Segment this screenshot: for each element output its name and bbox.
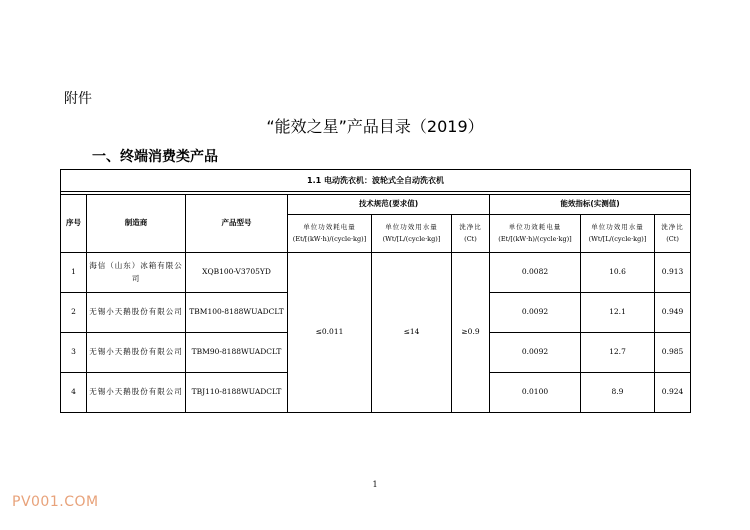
header-spec: 技术规范(要求值) [288, 195, 490, 215]
row-energy: 0.0092 [490, 293, 581, 333]
measured-clean-unit: (Ct) [666, 234, 679, 243]
row-no: 1 [61, 253, 87, 293]
measured-water-unit: (Wt/[L/(cycle·kg)] [588, 234, 647, 243]
measured-clean-label: 洗净比 [661, 223, 684, 232]
document-title: “能效之星”产品目录（2019） [266, 117, 484, 136]
row-water: 8.9 [581, 373, 655, 413]
row-maker: 无锡小天鹅股份有限公司 [87, 373, 186, 413]
row-energy: 0.0100 [490, 373, 581, 413]
subheader-spec-energy [288, 215, 372, 253]
row-model: TBM100-8188WUADCLT [186, 293, 288, 333]
row-energy: 0.0092 [490, 333, 581, 373]
row-clean: 0.985 [655, 333, 691, 373]
row-water: 12.7 [581, 333, 655, 373]
header-maker: 制造商 [87, 195, 186, 253]
spec-energy-value: ≤0.011 [288, 253, 372, 413]
row-model: XQB100-V3705YD [186, 253, 288, 293]
subheader-measured-energy [490, 215, 581, 253]
row-no: 2 [61, 293, 87, 333]
spec-clean-value: ≥0.9 [452, 253, 490, 413]
subheader-measured-water [581, 215, 655, 253]
row-clean: 0.913 [655, 253, 691, 293]
spec-water-label: 单位功效用水量 [385, 223, 438, 232]
spec-energy-label: 单位功效耗电量 [303, 223, 356, 232]
table-caption: 1.1 电动洗衣机：波轮式全自动洗衣机 [61, 170, 691, 192]
row-energy: 0.0082 [490, 253, 581, 293]
table-row [61, 253, 691, 293]
row-clean: 0.949 [655, 293, 691, 333]
measured-water-label: 单位功效用水量 [591, 223, 644, 232]
measured-energy-label: 单位功效耗电量 [508, 223, 562, 232]
row-maker: 无锡小天鹅股份有限公司 [87, 293, 186, 333]
row-model: TBM90-8188WUADCLT [186, 333, 288, 373]
row-no: 4 [61, 373, 87, 413]
subheader-spec-clean [452, 215, 490, 253]
row-water: 10.6 [581, 253, 655, 293]
row-maker: 无锡小天鹅股份有限公司 [87, 333, 186, 373]
header-measured: 能效指标(实测值) [490, 195, 691, 215]
watermark: PV001.COM [12, 494, 99, 510]
spec-clean-unit: (Ct) [464, 234, 477, 243]
spec-water-value: ≤14 [372, 253, 452, 413]
section-heading: 一、终端消费类产品 [92, 149, 218, 165]
row-clean: 0.924 [655, 373, 691, 413]
row-maker: 海信（山东）冰箱有限公司 [87, 253, 186, 293]
header-no: 序号 [61, 195, 87, 253]
annex-label: 附件 [64, 91, 92, 107]
subheader-measured-clean [655, 215, 691, 253]
product-catalog-table [60, 169, 691, 413]
header-model: 产品型号 [186, 195, 288, 253]
row-model: TBJ110-8188WUADCLT [186, 373, 288, 413]
spec-water-unit: (Wt/[L/(cycle·kg)] [382, 234, 441, 243]
subheader-spec-water [372, 215, 452, 253]
spec-energy-unit: (Et/[(kW·h)/(cycle·kg)] [292, 234, 367, 243]
spec-clean-label: 洗净比 [459, 223, 482, 232]
page-number: 1 [372, 480, 378, 489]
row-no: 3 [61, 333, 87, 373]
measured-energy-unit: (Et/[(kW·h)/(cycle·kg)] [498, 234, 572, 243]
row-water: 12.1 [581, 293, 655, 333]
